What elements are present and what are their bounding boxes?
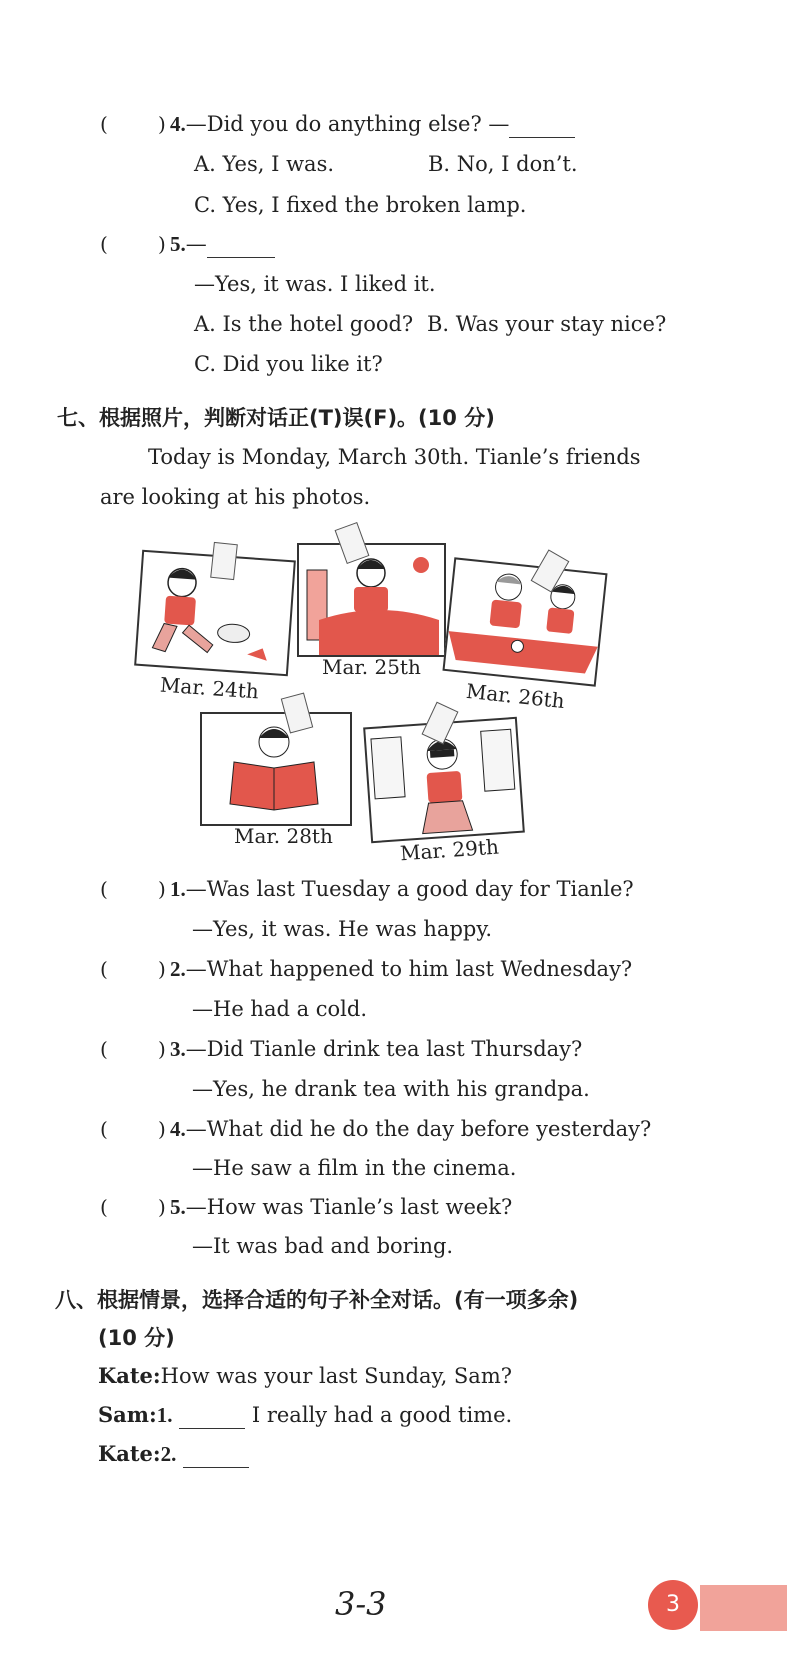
caption-mar24: Mar. 24th <box>159 672 260 704</box>
answer-paren-close: ) <box>158 957 166 981</box>
photo-mar25 <box>297 543 446 657</box>
item-4-answer: —He saw a film in the cinema. <box>192 1156 517 1180</box>
boy-sick-in-bed-illustration <box>299 545 444 655</box>
handwritten-note: 3-3 <box>335 1585 387 1623</box>
answer-paren-close: ) <box>158 1037 166 1061</box>
item-1-question: 1.—Was last Tuesday a good day for Tianle? <box>170 877 634 901</box>
answer-blank[interactable] <box>509 115 575 138</box>
dialogue-line-1: Kate:How was your last Sunday, Sam? <box>98 1363 513 1388</box>
caption-mar26: Mar. 26th <box>465 678 566 714</box>
section8-heading: 八、根据情景，选择合适的句子补全对话。(有一项多余) <box>55 1288 579 1312</box>
item-5-answer: —It was bad and boring. <box>192 1234 454 1258</box>
dialogue-line-2: Sam:1. I really had a good time. <box>98 1402 513 1427</box>
answer-paren[interactable]: ( <box>100 1195 108 1219</box>
option-a: A. Is the hotel good? <box>194 312 414 336</box>
item-3-question: 3.—Did Tianle drink tea last Thursday? <box>170 1037 583 1061</box>
answer-paren-close: ) <box>158 232 166 256</box>
answer-line: —Yes, it was. I liked it. <box>194 272 436 296</box>
question-5: 5.— <box>170 230 275 258</box>
answer-paren-close: ) <box>158 1195 166 1219</box>
section7-intro-1: Today is Monday, March 30th. Tianle’s friends <box>148 445 641 469</box>
boy-reading-book-illustration <box>202 714 350 824</box>
answer-paren-close: ) <box>158 877 166 901</box>
answer-paren-close: ) <box>158 112 166 136</box>
answer-blank[interactable] <box>207 235 275 258</box>
page-number: 3 <box>648 1580 698 1630</box>
caption-mar28: Mar. 28th <box>234 824 333 848</box>
answer-paren[interactable]: ( <box>100 957 108 981</box>
caption-mar29: Mar. 29th <box>399 834 500 866</box>
section8-points: (10 分) <box>98 1326 175 1350</box>
item-2-answer: —He had a cold. <box>192 997 368 1021</box>
option-c: C. Did you like it? <box>194 352 383 376</box>
item-5-question: 5.—How was Tianle’s last week? <box>170 1195 513 1219</box>
page-tab <box>700 1585 787 1631</box>
item-1-answer: —Yes, it was. He was happy. <box>192 917 493 941</box>
tape <box>210 542 238 580</box>
option-b: B. Was your stay nice? <box>427 312 667 336</box>
option-a: A. Yes, I was. <box>194 152 335 176</box>
option-b: B. No, I don’t. <box>428 152 578 176</box>
item-4-question: 4.—What did he do the day before yesterday? <box>170 1117 652 1141</box>
answer-blank[interactable] <box>179 1406 245 1429</box>
photo-mar26 <box>442 557 607 686</box>
answer-paren-close: ) <box>158 1117 166 1141</box>
answer-paren[interactable]: ( <box>100 1117 108 1141</box>
answer-paren[interactable]: ( <box>100 1037 108 1061</box>
option-c: C. Yes, I fixed the broken lamp. <box>194 193 527 217</box>
section7-intro-2: are looking at his photos. <box>100 485 371 509</box>
question-4: 4.—Did you do anything else? — <box>170 110 575 138</box>
photo-mar28 <box>200 712 352 826</box>
answer-blank[interactable] <box>183 1445 249 1468</box>
boy-drinking-tea-with-grandpa-illustration <box>445 559 606 684</box>
item-2-question: 2.—What happened to him last Wednesday? <box>170 957 633 981</box>
dialogue-line-3: Kate:2. <box>98 1440 249 1468</box>
caption-mar25: Mar. 25th <box>322 655 421 679</box>
section7-heading: 七、根据照片，判断对话正(T)误(F)。(10 分) <box>57 406 495 430</box>
answer-paren[interactable]: ( <box>100 112 108 136</box>
answer-paren[interactable]: ( <box>100 877 108 901</box>
answer-paren[interactable]: ( <box>100 232 108 256</box>
item-3-answer: —Yes, he drank tea with his grandpa. <box>192 1077 590 1101</box>
